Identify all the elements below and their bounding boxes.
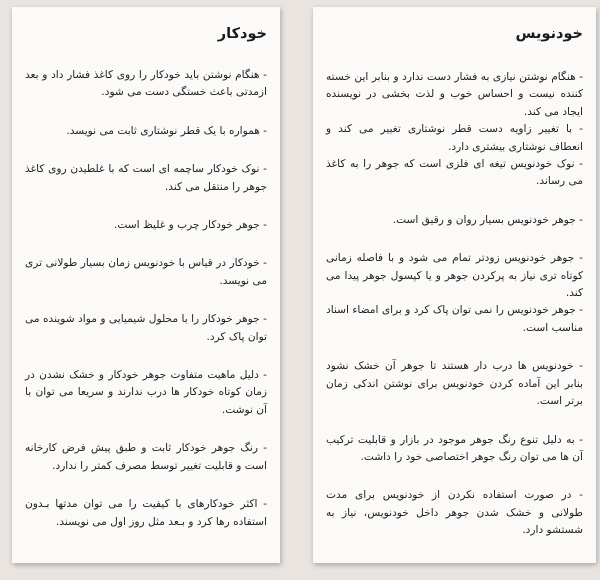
ballpoint-point: - اکثر خودکارهای با کیفیت را می توان مدتها بـدون استفاده رها کرد و بـعد مثل روز اول می نویسند.: [25, 498, 267, 528]
ballpoint-point: - خودکار در قیاس با خودنویس زمان بسیار طولانی تری می نویسد.: [25, 257, 267, 287]
fountain-pen-point: - جوهر خودنویس بسیار روان و رقیق است.: [392, 213, 583, 226]
ballpoint-point: - هنگام نوشتن باید خودکار را روی کاغذ فشار داد و بعد ازمدتی باعث خستگی دست می شود.: [25, 69, 267, 99]
fountain-pen-point: - نوک خودنویس تیغه ای فلزی است که جوهر را به کاغذ می رساند.: [326, 158, 583, 188]
fountain-pen-point: - جوهر خودنویس را نمی توان پاک کرد و برای امضاء اسناد مناسب است.: [326, 304, 583, 334]
fountain-pen-point: - جوهر خودنویس زودتر تمام می شود و با فاصله زمانی کوتاه تری نیاز به پرکردن جوهر و یا کپسول جوهر پیدا می کند.: [326, 252, 583, 300]
fountain-pen-point: - با تغییر زاویه دست قطر نوشتاری تغییر می کند و انعطاف نوشتاری بیشتری دارد.: [326, 123, 583, 153]
ballpoint-point: - جوهر خودکار چرب و غلیظ است.: [114, 219, 267, 232]
fountain-pen-point: - خودنویس ها درب دار هستند تا جوهر آن خشک نشود بنابر این آماده کردن خودنویس برای نوشتن اندکی زمان برتر است.: [326, 360, 583, 408]
ballpoint-point: - رنگ جوهر خودکار ثابت و طبق پیش فرض کارخانه است و قابلیت تغییر توسط مصرف کمتر را ندارد.: [25, 442, 267, 472]
fountain-pen-title: خودنویس: [515, 26, 583, 42]
fountain-pen-point: - در صورت استفاده نکردن از خودنویس برای مدت طولانی و خشک شدن جوهر داخل خودنویس، نیاز به شستشو دارد.: [326, 489, 583, 537]
ballpoint-point: - دلیل ماهیت متفاوت جوهر خودکار و خشک نشدن در زمان کوتاه خودکار ها درب ندارند و سریعا می توان با آن نوشت.: [25, 369, 267, 416]
ballpoint-point: - نوک خودکار ساچمه ای است که با غلطیدن روی کاغذ جوهر را منتقل می کند.: [25, 163, 267, 193]
ballpoint-title: خودکار: [217, 26, 267, 42]
ballpoint-card: [12, 7, 280, 563]
fountain-pen-card: [313, 7, 596, 563]
ballpoint-point: - جوهر خودکار را با محلول شیمیایی و مواد شوینده می توان پاک کرد.: [25, 313, 267, 343]
ballpoint-point: - همواره با یک قطر نوشتاری ثابت می نویسد.: [66, 124, 267, 137]
fountain-pen-point: - به دلیل تنوع رنگ جوهر موجود در بازار و قابلیت ترکیب آن ها می توان رنگ جوهر اختصاصی خود را داشت.: [326, 433, 583, 463]
fountain-pen-point: - هنگام نوشتن نیازی به فشار دست ندارد و بنابر این خسته کننده نیست و احساس خوب و لذت بخشی در نویسنده ایجاد می کند.: [326, 71, 583, 118]
